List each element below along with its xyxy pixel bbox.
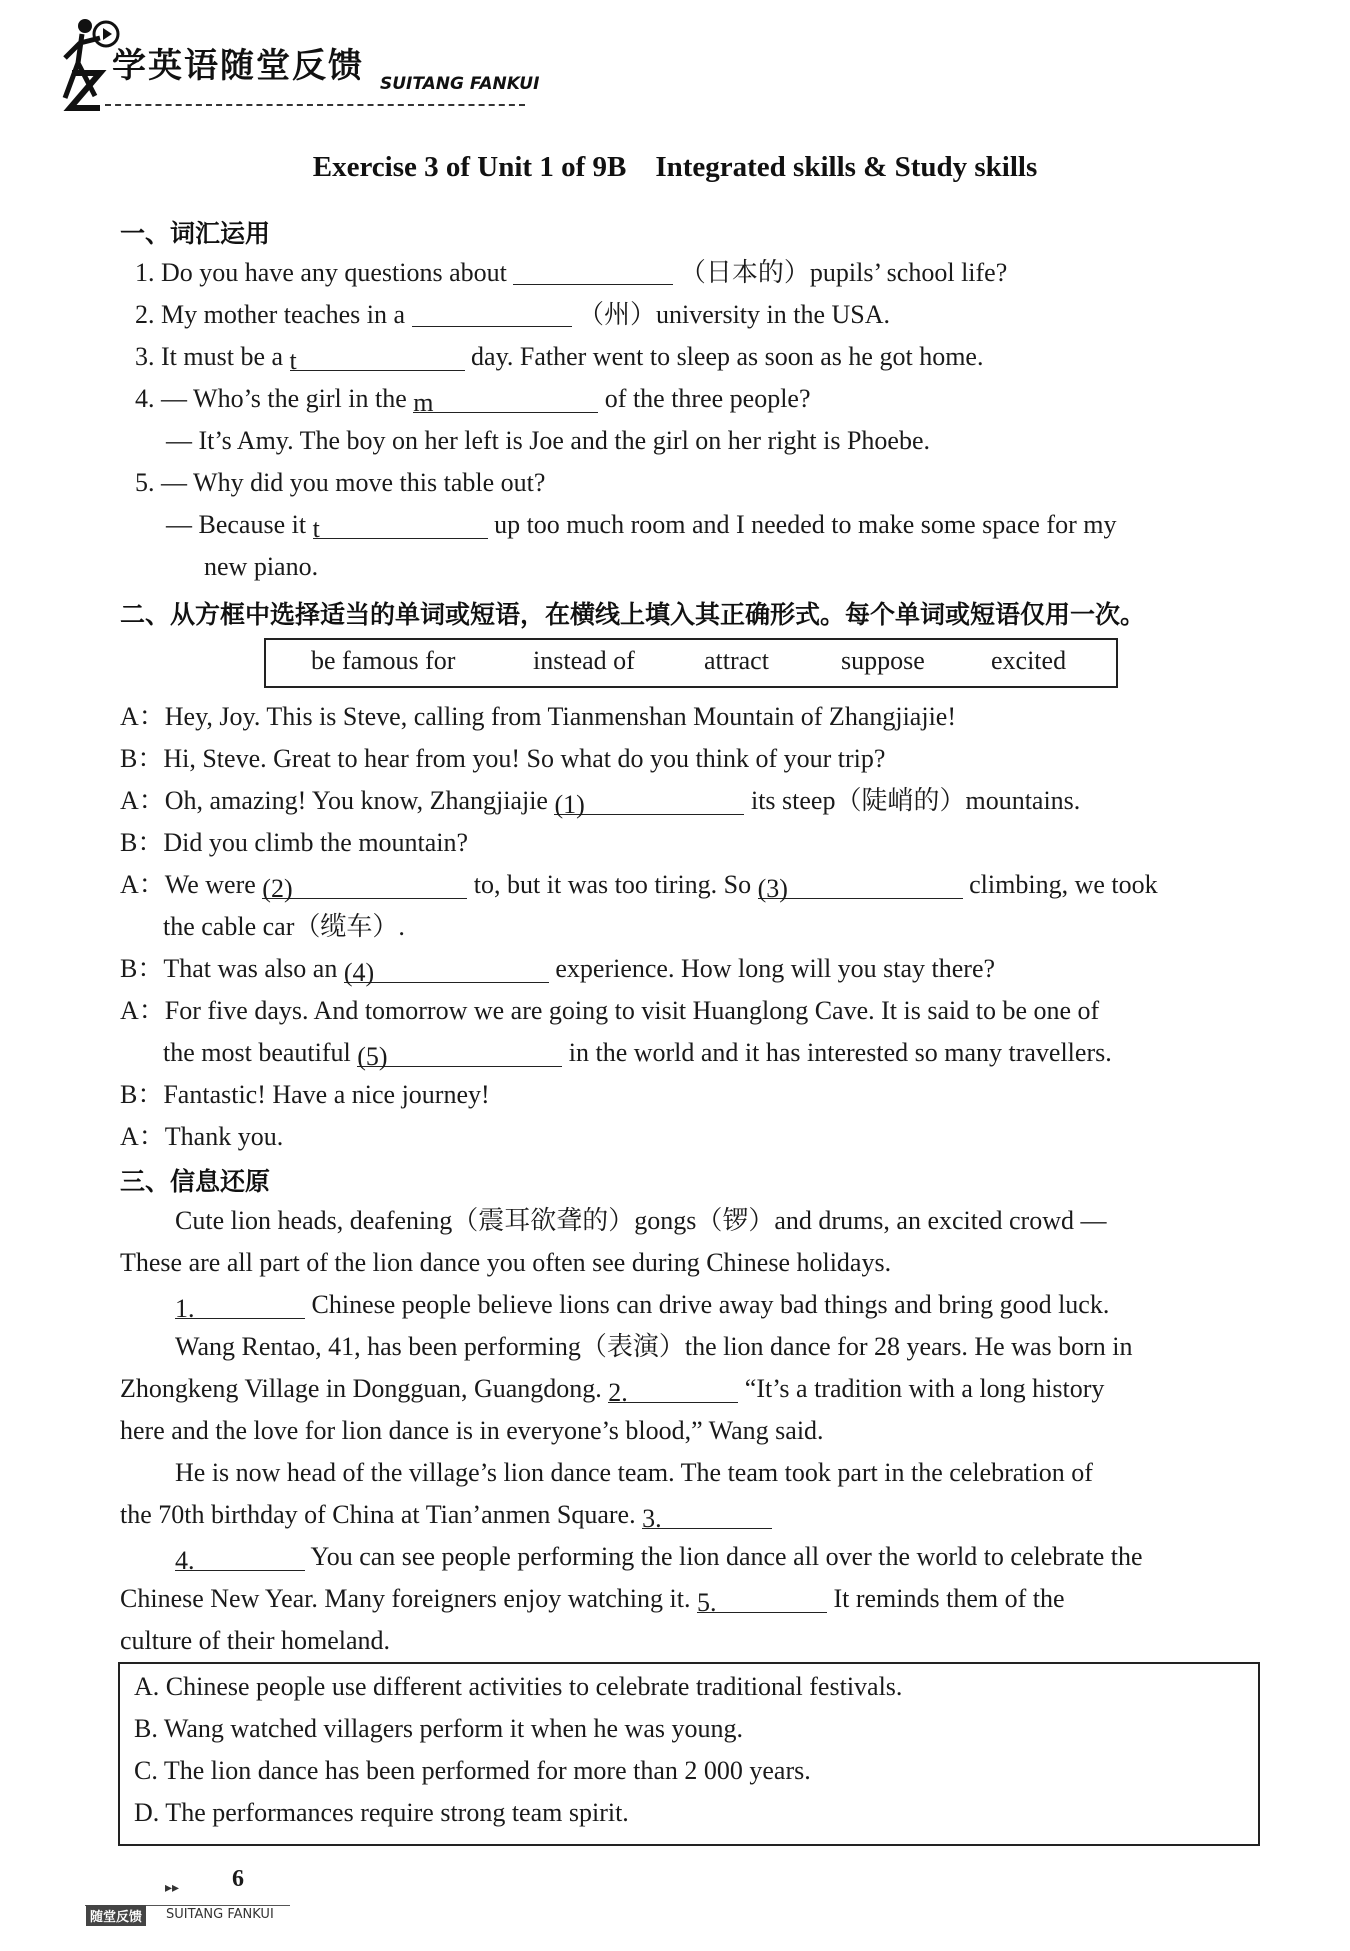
header-title-en: SUITANG FANKUI <box>380 74 540 94</box>
blank-number: 4. <box>175 1546 195 1575</box>
blank-number: (5) <box>357 1042 388 1071</box>
dialog-blank-2[interactable] <box>262 872 467 903</box>
option-c: C. The lion dance has been performed for more than 2 000 years. <box>134 1756 811 1785</box>
word-option: attract <box>704 646 769 675</box>
dialog-text: to, but it was too tiring. So <box>473 870 752 899</box>
passage-text: Chinese New Year. Many foreigners enjoy watching it. <box>120 1584 691 1613</box>
passage-line <box>175 1288 1109 1322</box>
s1-q1-hint: （日本的）pupils’ school life? <box>679 258 1008 287</box>
passage-line: He is now head of the village’s lion dance team. The team took part in the celebration of <box>175 1458 1093 1487</box>
s1-q4-post: of the three people? <box>604 384 811 413</box>
s1-q1 <box>135 256 1007 290</box>
option-d: D. The performances require strong team spirit. <box>134 1798 629 1827</box>
word-option: excited <box>991 646 1067 675</box>
dialog-line: B：Hi, Steve. Great to hear from you! So what do you think of your trip? <box>120 744 886 773</box>
blank-number: 1. <box>175 1294 195 1323</box>
section2-heading: 二、从方框中选择适当的单词或短语，在横线上填入其正确形式。每个单词或短语仅用一次。 <box>120 600 1146 629</box>
s1-q2-blank[interactable] <box>412 300 572 327</box>
dialog-line: A：Hey, Joy. This is Steve, calling from Tianmenshan Mountain of Zhangjiajie! <box>120 702 956 731</box>
passage-line: here and the love for lion dance is in everyone’s blood,” Wang said. <box>120 1416 824 1445</box>
dialog-blank-5[interactable] <box>357 1040 562 1071</box>
passage-text: It reminds them of the <box>833 1584 1065 1613</box>
s1-q3-post: day. Father went to sleep as soon as he got home. <box>471 342 984 371</box>
s1-q4-blank[interactable] <box>413 386 598 417</box>
s1-q4 <box>135 382 811 416</box>
dialog-line: B：Did you climb the mountain? <box>120 828 469 857</box>
dialog-text: B：That was also an <box>120 954 338 983</box>
dialog-blank-1[interactable] <box>554 788 744 819</box>
passage-blank-2[interactable] <box>608 1376 738 1407</box>
dialog-line: B：Fantastic! Have a nice journey! <box>120 1080 490 1109</box>
s1-q4-answer: — It’s Amy. The boy on her left is Joe and the girl on her right is Phoebe. <box>166 426 930 455</box>
dialog-text: in the world and it has interested so many travellers. <box>568 1038 1112 1067</box>
dialog-line: A：For five days. And tomorrow we are going to visit Huanglong Cave. It is said to be one of <box>120 996 1100 1025</box>
s1-q5 <box>166 508 1116 542</box>
passage-line: Cute lion heads, deafening（震耳欲聋的）gongs（锣）and drums, an excited crowd — <box>175 1206 1107 1235</box>
word-box <box>264 638 1118 688</box>
passage-line: These are all part of the lion dance you often see during Chinese holidays. <box>120 1248 892 1277</box>
passage-text: Chinese people believe lions can drive away bad things and bring good luck. <box>311 1290 1110 1319</box>
s1-q2-text: 2. My mother teaches in a <box>135 300 406 329</box>
passage-line <box>120 1498 772 1532</box>
s1-q5-blank[interactable] <box>312 512 488 543</box>
dialog-text: the most beautiful <box>163 1038 351 1067</box>
s1-q3 <box>135 340 983 374</box>
s1-q3-blank[interactable] <box>289 344 465 375</box>
word-option: be famous for <box>311 646 456 675</box>
s1-q3-letter: t <box>289 346 297 375</box>
footer-label-cn: 随堂反馈 <box>86 1905 146 1926</box>
blank-number: (4) <box>343 958 375 987</box>
passage-blank-4[interactable] <box>175 1544 305 1575</box>
dialog-line: A：Thank you. <box>120 1122 284 1151</box>
passage-text: “It’s a tradition with a long history <box>744 1374 1105 1403</box>
blank-number: (3) <box>757 874 788 903</box>
page-number: 6 <box>232 1866 244 1892</box>
options-box <box>118 1662 1260 1846</box>
dialog-line: the cable car（缆车）. <box>163 912 405 941</box>
section3-heading: 三、信息还原 <box>120 1167 271 1196</box>
word-option: instead of <box>533 646 635 675</box>
dialog-blank-3[interactable] <box>757 872 963 903</box>
passage-text: You can see people performing the lion dance all over the world to celebrate the <box>310 1542 1143 1571</box>
section1-heading: 一、词汇运用 <box>120 219 271 248</box>
dialog-text: its steep（陡峭的）mountains. <box>750 786 1081 815</box>
dialog-text: A：We were <box>120 870 256 899</box>
s1-q5-letter: t <box>312 514 320 543</box>
page-title: Exercise 3 of Unit 1 of 9B Integrated skills & Study skills <box>312 151 1038 183</box>
passage-line <box>175 1540 1143 1574</box>
passage-line: Wang Rentao, 41, has been performing（表演）the lion dance for 28 years. He was born in <box>175 1332 1133 1361</box>
dialog-line <box>120 784 1080 818</box>
blank-number: 2. <box>608 1378 628 1407</box>
blank-number: (1) <box>554 790 585 819</box>
s1-q1-blank[interactable] <box>513 258 673 285</box>
s1-q2 <box>135 298 890 332</box>
s1-q5-line3: new piano. <box>204 552 319 581</box>
word-option: suppose <box>841 646 925 675</box>
s1-q1-text: 1. Do you have any questions about <box>135 258 507 287</box>
passage-blank-3[interactable] <box>642 1502 772 1533</box>
passage-blank-5[interactable] <box>696 1586 827 1617</box>
dialog-line <box>163 1036 1112 1070</box>
blank-number: 5. <box>696 1588 717 1617</box>
header-divider <box>105 104 525 106</box>
passage-line <box>120 1372 1104 1406</box>
blank-number: 3. <box>642 1504 662 1533</box>
footer-arrows-icon: ▸▸ <box>165 1880 180 1896</box>
passage-text: the 70th birthday of China at Tian’anmen Square. <box>120 1500 636 1529</box>
dialog-line <box>120 952 995 986</box>
header-title-cn: 学英语随堂反馈 <box>112 46 364 86</box>
s1-q5-post: up too much room and I needed to make some space for my <box>494 510 1117 539</box>
dialog-text: A：Oh, amazing! You know, Zhangjiajie <box>120 786 548 815</box>
s1-q4-text: 4. — Who’s the girl in the <box>135 384 407 413</box>
s1-q5-line1: 5. — Why did you move this table out? <box>135 468 546 497</box>
footer-label-en: SUITANG FANKUI <box>166 1907 274 1922</box>
passage-text: Zhongkeng Village in Dongguan, Guangdong. <box>120 1374 602 1403</box>
dialog-line <box>120 868 1158 902</box>
option-b: B. Wang watched villagers perform it when he was young. <box>134 1714 743 1743</box>
dialog-blank-4[interactable] <box>343 956 549 987</box>
passage-line <box>120 1582 1065 1616</box>
option-a: A. Chinese people use different activities to celebrate traditional festivals. <box>134 1672 903 1701</box>
s1-q2-hint: （州）university in the USA. <box>578 300 891 329</box>
dialog-text: climbing, we took <box>969 870 1158 899</box>
passage-blank-1[interactable] <box>175 1292 305 1323</box>
s1-q3-text: 3. It must be a <box>135 342 284 371</box>
passage-line: culture of their homeland. <box>120 1626 391 1655</box>
dialog-text: experience. How long will you stay there? <box>555 954 996 983</box>
blank-number: (2) <box>262 874 293 903</box>
s1-q5-text: — Because it <box>166 510 307 539</box>
s1-q4-letter: m <box>413 388 434 417</box>
